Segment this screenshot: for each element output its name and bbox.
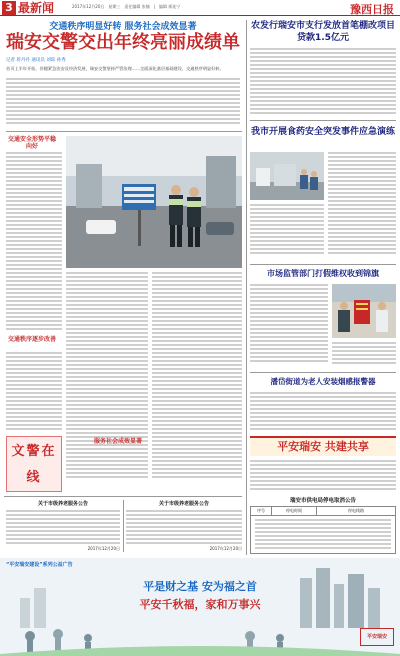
banner-presentation-photo <box>332 284 396 338</box>
column-label: 文警在线 <box>11 444 57 485</box>
article-brand-text <box>250 284 328 368</box>
lead-kicker: 交通秩序明显好转 服务社会成效显著 <box>49 22 197 32</box>
outage-table-header <box>251 507 395 516</box>
drill-photo <box>250 152 324 200</box>
column-divider <box>246 20 247 555</box>
newspaper-brand: 豫西日报 <box>350 3 394 16</box>
article-drill-text-a <box>250 204 324 260</box>
right-rule-2 <box>250 264 396 265</box>
ad-seal: 平安瑞安 <box>360 628 394 646</box>
notice-divider <box>123 500 124 552</box>
column-label-box <box>6 436 62 492</box>
lead-col2-text <box>66 272 148 482</box>
notice-left-text <box>6 510 120 546</box>
peace-banner-text: 平安瑞安 共建共享 <box>277 440 369 453</box>
public-service-ad <box>0 558 400 656</box>
banner-photo-illustration <box>332 284 396 338</box>
lead-col1-text <box>6 152 62 332</box>
right-rule-3 <box>250 372 396 373</box>
outage-table <box>250 506 396 554</box>
notice-right-title: 关于市级养老服务公告 <box>158 501 209 507</box>
article-drill-title: 我市开展食药安全突发事件应急演练 <box>250 127 395 137</box>
outage-table-title: 瑞安市供电局停电取消公告 <box>289 498 356 504</box>
ad-slogan-1: 平是财之基 安为福之首 <box>143 580 257 593</box>
article-loan-text <box>250 48 396 116</box>
notice-rule <box>4 496 242 497</box>
article-brand-text-b <box>332 342 396 368</box>
right-rule-1 <box>250 120 396 121</box>
page-header <box>0 0 400 16</box>
lead-col3-text <box>152 272 242 482</box>
photo-illustration <box>66 136 242 268</box>
page-number: 3 <box>2 1 16 15</box>
table-header-cell: 停电时间 <box>272 507 317 515</box>
article-brand-title: 市场监管部门打假维权收到锦旗 <box>267 269 379 278</box>
lead-intro-text <box>6 78 240 128</box>
article-smoke-title: 潘岱街道为老人安装烟感报警器 <box>270 377 376 386</box>
lead-intro: 首页上半年开始，伴随紧急治安及经济发展，瑞安交警坚持严管治理……全面深化基层基础建设，交通秩序明显好转。 <box>6 66 224 71</box>
notice-right-text <box>126 510 242 546</box>
lead-byline: 记者 蒋丹丹 通讯员 刘琼 孙秀 <box>6 58 66 63</box>
notice-left-title: 关于市级养老服务公告 <box>37 501 88 507</box>
notice-right-date: 2017年12月20日 <box>209 546 242 551</box>
article-smoke-text <box>250 392 396 434</box>
sub-heading-service: 服务社会成效显著 <box>93 438 142 445</box>
section-title: 最新闻 <box>18 1 55 15</box>
drill-photo-illustration <box>250 152 324 200</box>
sub-heading-order: 交通秩序逐步改善 <box>7 336 56 343</box>
lead-title: 瑞安交警交出年终亮丽成绩单 <box>6 32 240 53</box>
outage-table-rows <box>251 516 395 555</box>
traffic-police-photo <box>66 136 242 268</box>
ad-series-label: “平安瑞安建设”系列公益广告 <box>6 562 73 568</box>
issue-meta: 2017年12月20日 星期三 责任编辑 张楠 | 编辑 邢连宁 <box>72 4 181 9</box>
sub-heading-safety: 交通安全形势平稳向好 <box>7 136 56 150</box>
table-header-cell: 停电线路 <box>348 508 364 513</box>
peace-banner <box>250 436 396 456</box>
banner-article-text <box>250 460 396 494</box>
notice-left-date: 2017年12月20日 <box>87 546 120 551</box>
article-drill-text-b <box>328 152 396 260</box>
lead-rule <box>6 131 242 132</box>
table-header-cell: 序号 <box>251 507 272 515</box>
ad-slogan-2: 平安千秋福，家和万事兴 <box>139 598 261 611</box>
article-loan-title: 农发行瑞安市支行发放首笔棚改项目贷款1.5亿元 <box>250 21 395 43</box>
lead-col1b-text <box>6 352 62 434</box>
